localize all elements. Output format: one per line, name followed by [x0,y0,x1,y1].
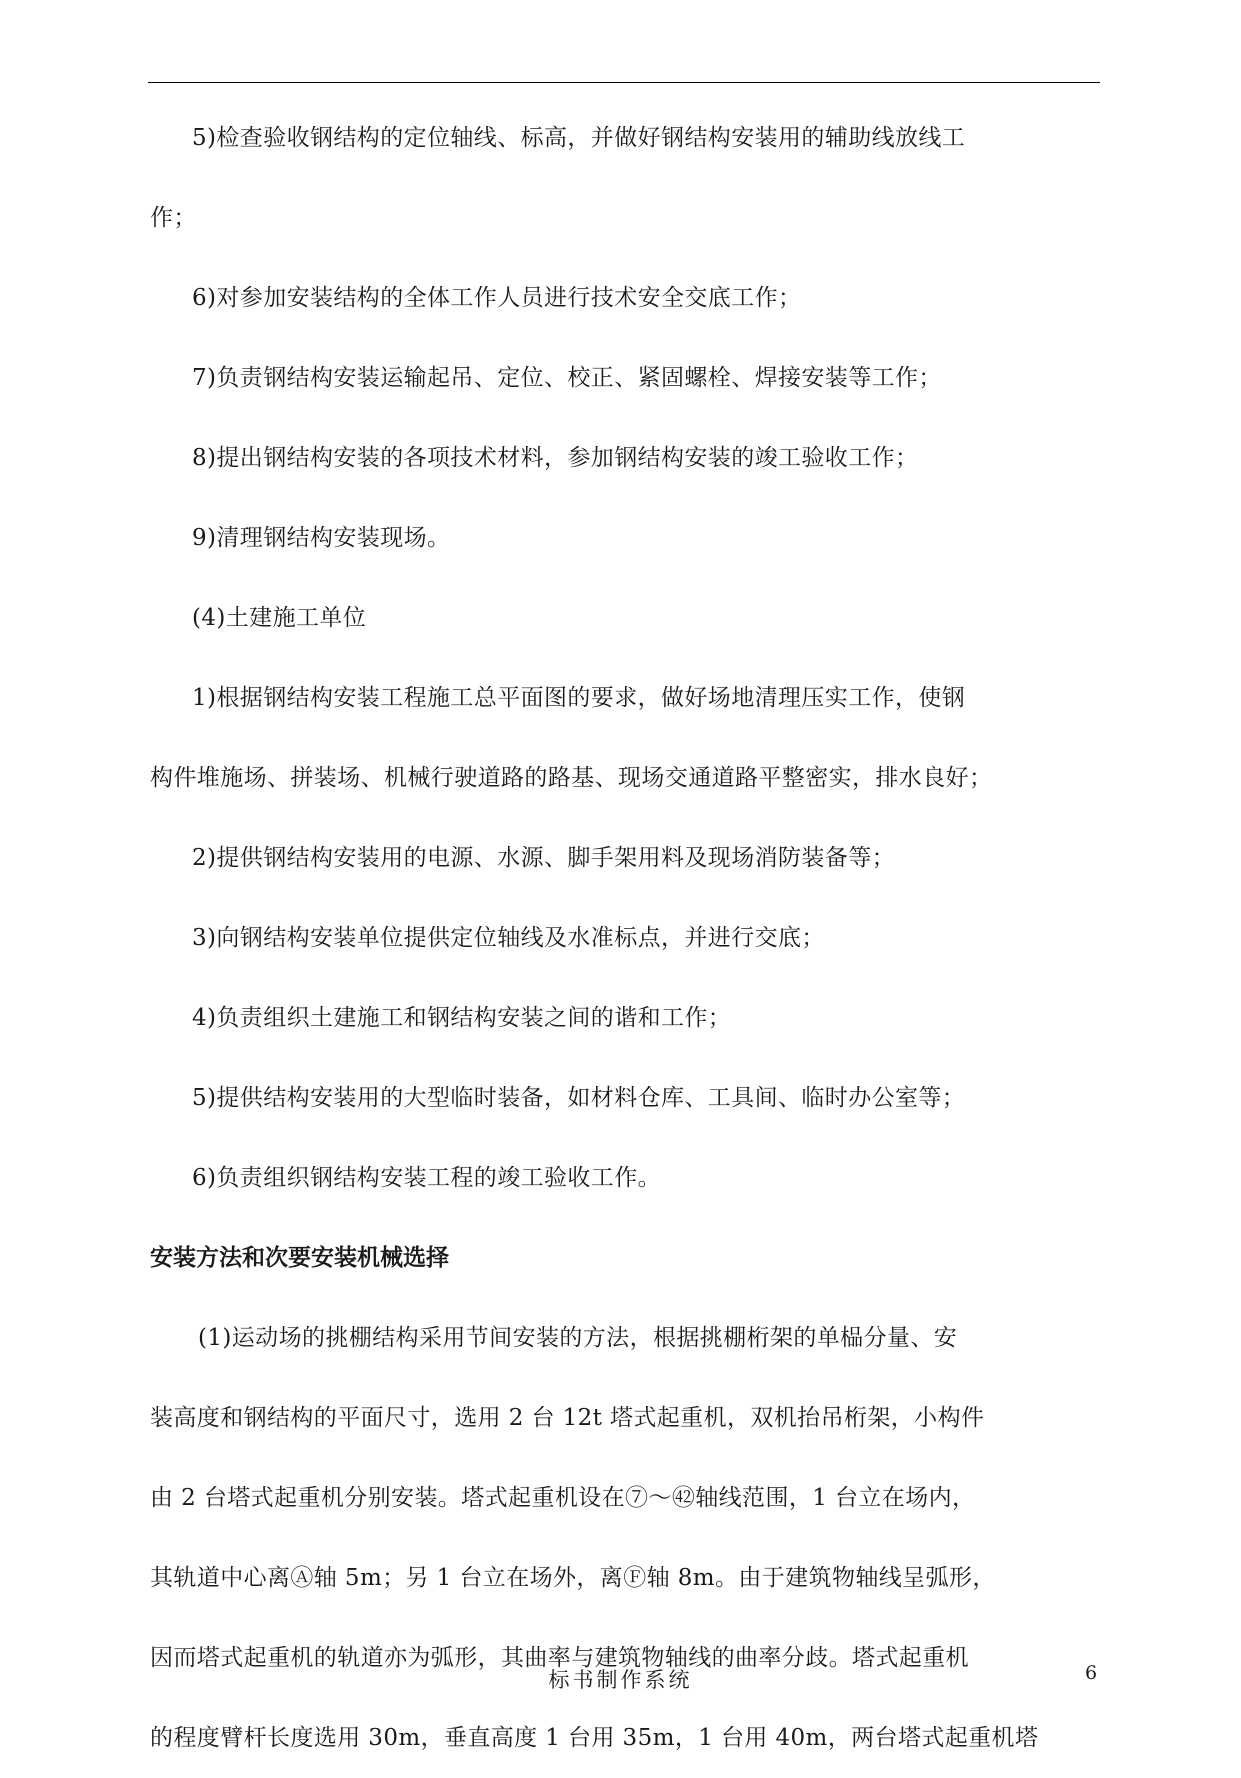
text-line: 因而塔式起重机的轨道亦为弧形，其曲率与建筑物轴线的曲率分歧。塔式起重机 [150,1645,969,1671]
header-rule [148,82,1100,83]
text-line: 7)负责钢结构安装运输起吊、定位、校正、紧固螺栓、焊接安装等工作； [192,365,942,391]
text-line: 的程度臂杆长度选用 30m，垂直高度 1 台用 35m，1 台用 40m，两台塔式起重机塔 [150,1725,1039,1751]
footer-title: 标书制作系统 [548,1668,693,1692]
text-line: 1)根据钢结构安装工程施工总平面图的要求，做好场地清理压实工作，使钢 [192,685,966,711]
text-line: 由 2 台塔式起重机分别安装。塔式起重机设在⑦～㊷轴线范围，1 台立在场内， [150,1485,976,1511]
text-line: 2)提供钢结构安装用的电源、水源、脚手架用料及现场消防装备等； [192,845,896,871]
text-line: 装高度和钢结构的平面尺寸，选用 2 台 12t 塔式起重机，双机抬吊桁架，小构件 [150,1405,985,1431]
page-number: 6 [1085,1662,1098,1684]
text-line: 6)对参加安装结构的全体工作人员进行技术安全交底工作； [192,285,802,311]
text-line: (1)运动场的挑棚结构采用节间安装的方法，根据挑棚桁架的单榀分量、安 [198,1325,958,1351]
text-line: 3)向钢结构安装单位提供定位轴线及水准标点，并进行交底； [192,925,825,951]
text-line: 5)提供结构安装用的大型临时装备，如材料仓库、工具间、临时办公室等； [192,1085,966,1111]
text-line: 8)提出钢结构安装的各项技术材料，参加钢结构安装的竣工验收工作； [192,445,919,471]
text-line: 其轨道中心离Ⓐ轴 5m；另 1 台立在场外，离Ⓕ轴 8m。由于建筑物轴线呈弧形， [150,1565,996,1591]
text-line: 作； [150,205,197,231]
text-line: 5)检查验收钢结构的定位轴线、标高，并做好钢结构安装用的辅助线放线工 [192,125,966,151]
text-line: 构件堆施场、拼装场、机械行驶道路的路基、现场交通道路平整密实，排水良好； [150,765,993,791]
text-line: 4)负责组织土建施工和钢结构安装之间的谐和工作； [192,1005,732,1031]
text-line: 9)清理钢结构安装现场。 [192,525,451,551]
document-body [150,98,1100,1778]
text-line: 6)负责组织钢结构安装工程的竣工验收工作。 [192,1165,662,1191]
subsection-title: (4)土建施工单位 [192,605,367,631]
section-heading: 安装方法和次要安装机械选择 [150,1245,449,1271]
